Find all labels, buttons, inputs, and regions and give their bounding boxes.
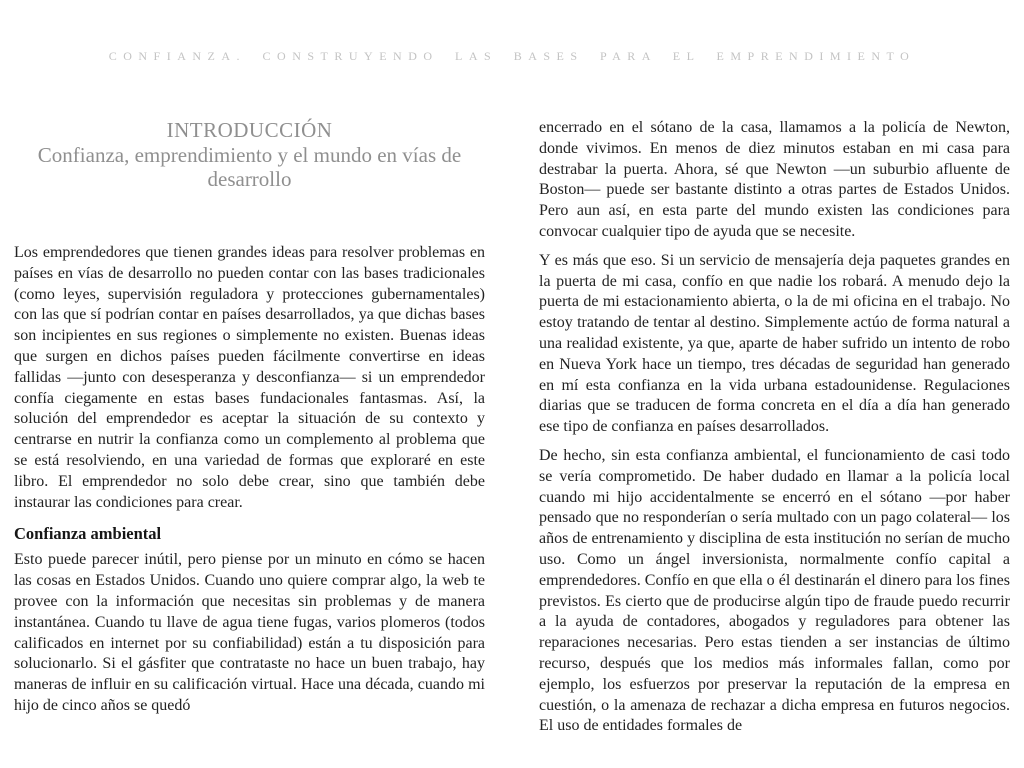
paragraph: Esto puede parecer inútil, pero piense por un minuto en cómo se hacen las cosas en Estados Unidos. Cuando uno quiere comprar algo, la web te provee con la información que necesitas sin problemas y de manera instantánea. Cuando tu llave de agua tiene fugas, varios plomeros (todos calificados en internet por su confiabilidad) están a tu disposición para solucionarlo. Si el gásfiter que contrataste no hace un buen trabajo, hay maneras de influir en su calificación virtual. Hace una década, cuando mi hijo de cinco años se quedó [14,551,485,714]
paragraph: Los emprendedores que tienen grandes ideas para resolver problemas en países en vías de desarrollo no pueden contar con las bases tradicionales (como leyes, supervisión reguladora y protecciones gubernamentales) con las que sí podrían contar en países desarrollados, ya que dichas bases son incipientes en sus regiones o simplemente no existen. Buenas ideas que surgen en dichos países pueden fácilmente convertirse en ideas fallidas —junto con desesperanza y desconfianza— si un emprendedor confía ciegamente en estas bases fundacionales fantasmas. Así, la solución del emprendedor es aceptar la situación de su contexto y centrarse en nutrir la confianza como un complemento al problema que se está resolviendo, en una variedad de formas que exploraré en este libro. El emprendedor no solo debe crear, sino que también debe instaurar las condiciones para crear. [14,244,485,511]
right-column [539,118,1010,745]
page-title: INTRODUCCIÓN [166,118,333,142]
running-header: CONFIANZA. CONSTRUYENDO LAS BASES PARA EL EMPRENDIMIENTO [108,49,916,63]
section-heading: Confianza ambiental [14,524,162,544]
paragraph: Y es más que eso. Si un servicio de mensajería deja paquetes grandes en la puerta de mi casa, confío en que nadie los robará. A menudo dejo la puerta de mi estacionamiento abierta, o la de mi oficina en el trabajo. No estoy tratando de tentar al destino. Simplemente actúo de forma natural a una realidad existente, ya que, aparte de haber sufrido un intento de robo en Nueva York hace un tiempo, tres décadas de seguridad han generado en mí esta confianza en la vida urbana estadounidense. Regulaciones diarias que se traducen de forma concreta en el día a día han generado ese tipo de confianza en países desarrollados. [539,251,1010,436]
page-subtitle: Confianza, emprendimiento y el mundo en vías de desarrollo [37,143,462,191]
paragraph: encerrado en el sótano de la casa, llamamos a la policía de Newton, donde vivimos. En menos de diez minutos estaban en mi casa para destrabar la puerta. Ahora, sé que Newton —un suburbio afluente de Boston— puede ser bastante distinto a otras partes de Estados Unidos. Pero aun así, en esta parte del mundo existen las condiciones para convocar cualquier tipo de ayuda que se necesite. [539,119,1010,240]
page-content [14,118,1010,745]
left-column [14,118,485,745]
paragraph: De hecho, sin esta confianza ambiental, el funcionamiento de casi todo se vería comprometido. De haber dudado en llamar a la policía local cuando mi hijo accidentalmente se encerró en el sótano —por haber pensado que no responderían o sería multado con un pago colateral— los años de entrenamiento y disciplina de esta institución no serían de mucho uso. Como un ángel inversionista, normalmente confío capital a emprendedores. Confío en que ella o él destinarán el dinero para los fines previstos. Es cierto que de producirse algún tipo de fraude puedo recurrir a la ayuda de contadores, abogados y reguladores para obtener las reparaciones necesarias. Pero estas tienden a ser instancias de último recurso, después que los medios más informales fallan, como por ejemplo, los esfuerzos por preservar la reputación de la empresa en cuestión, o la amenaza de rechazar a dicha empresa en futuros negocios. El uso de entidades formales de [539,446,1010,735]
title-block [14,118,485,191]
